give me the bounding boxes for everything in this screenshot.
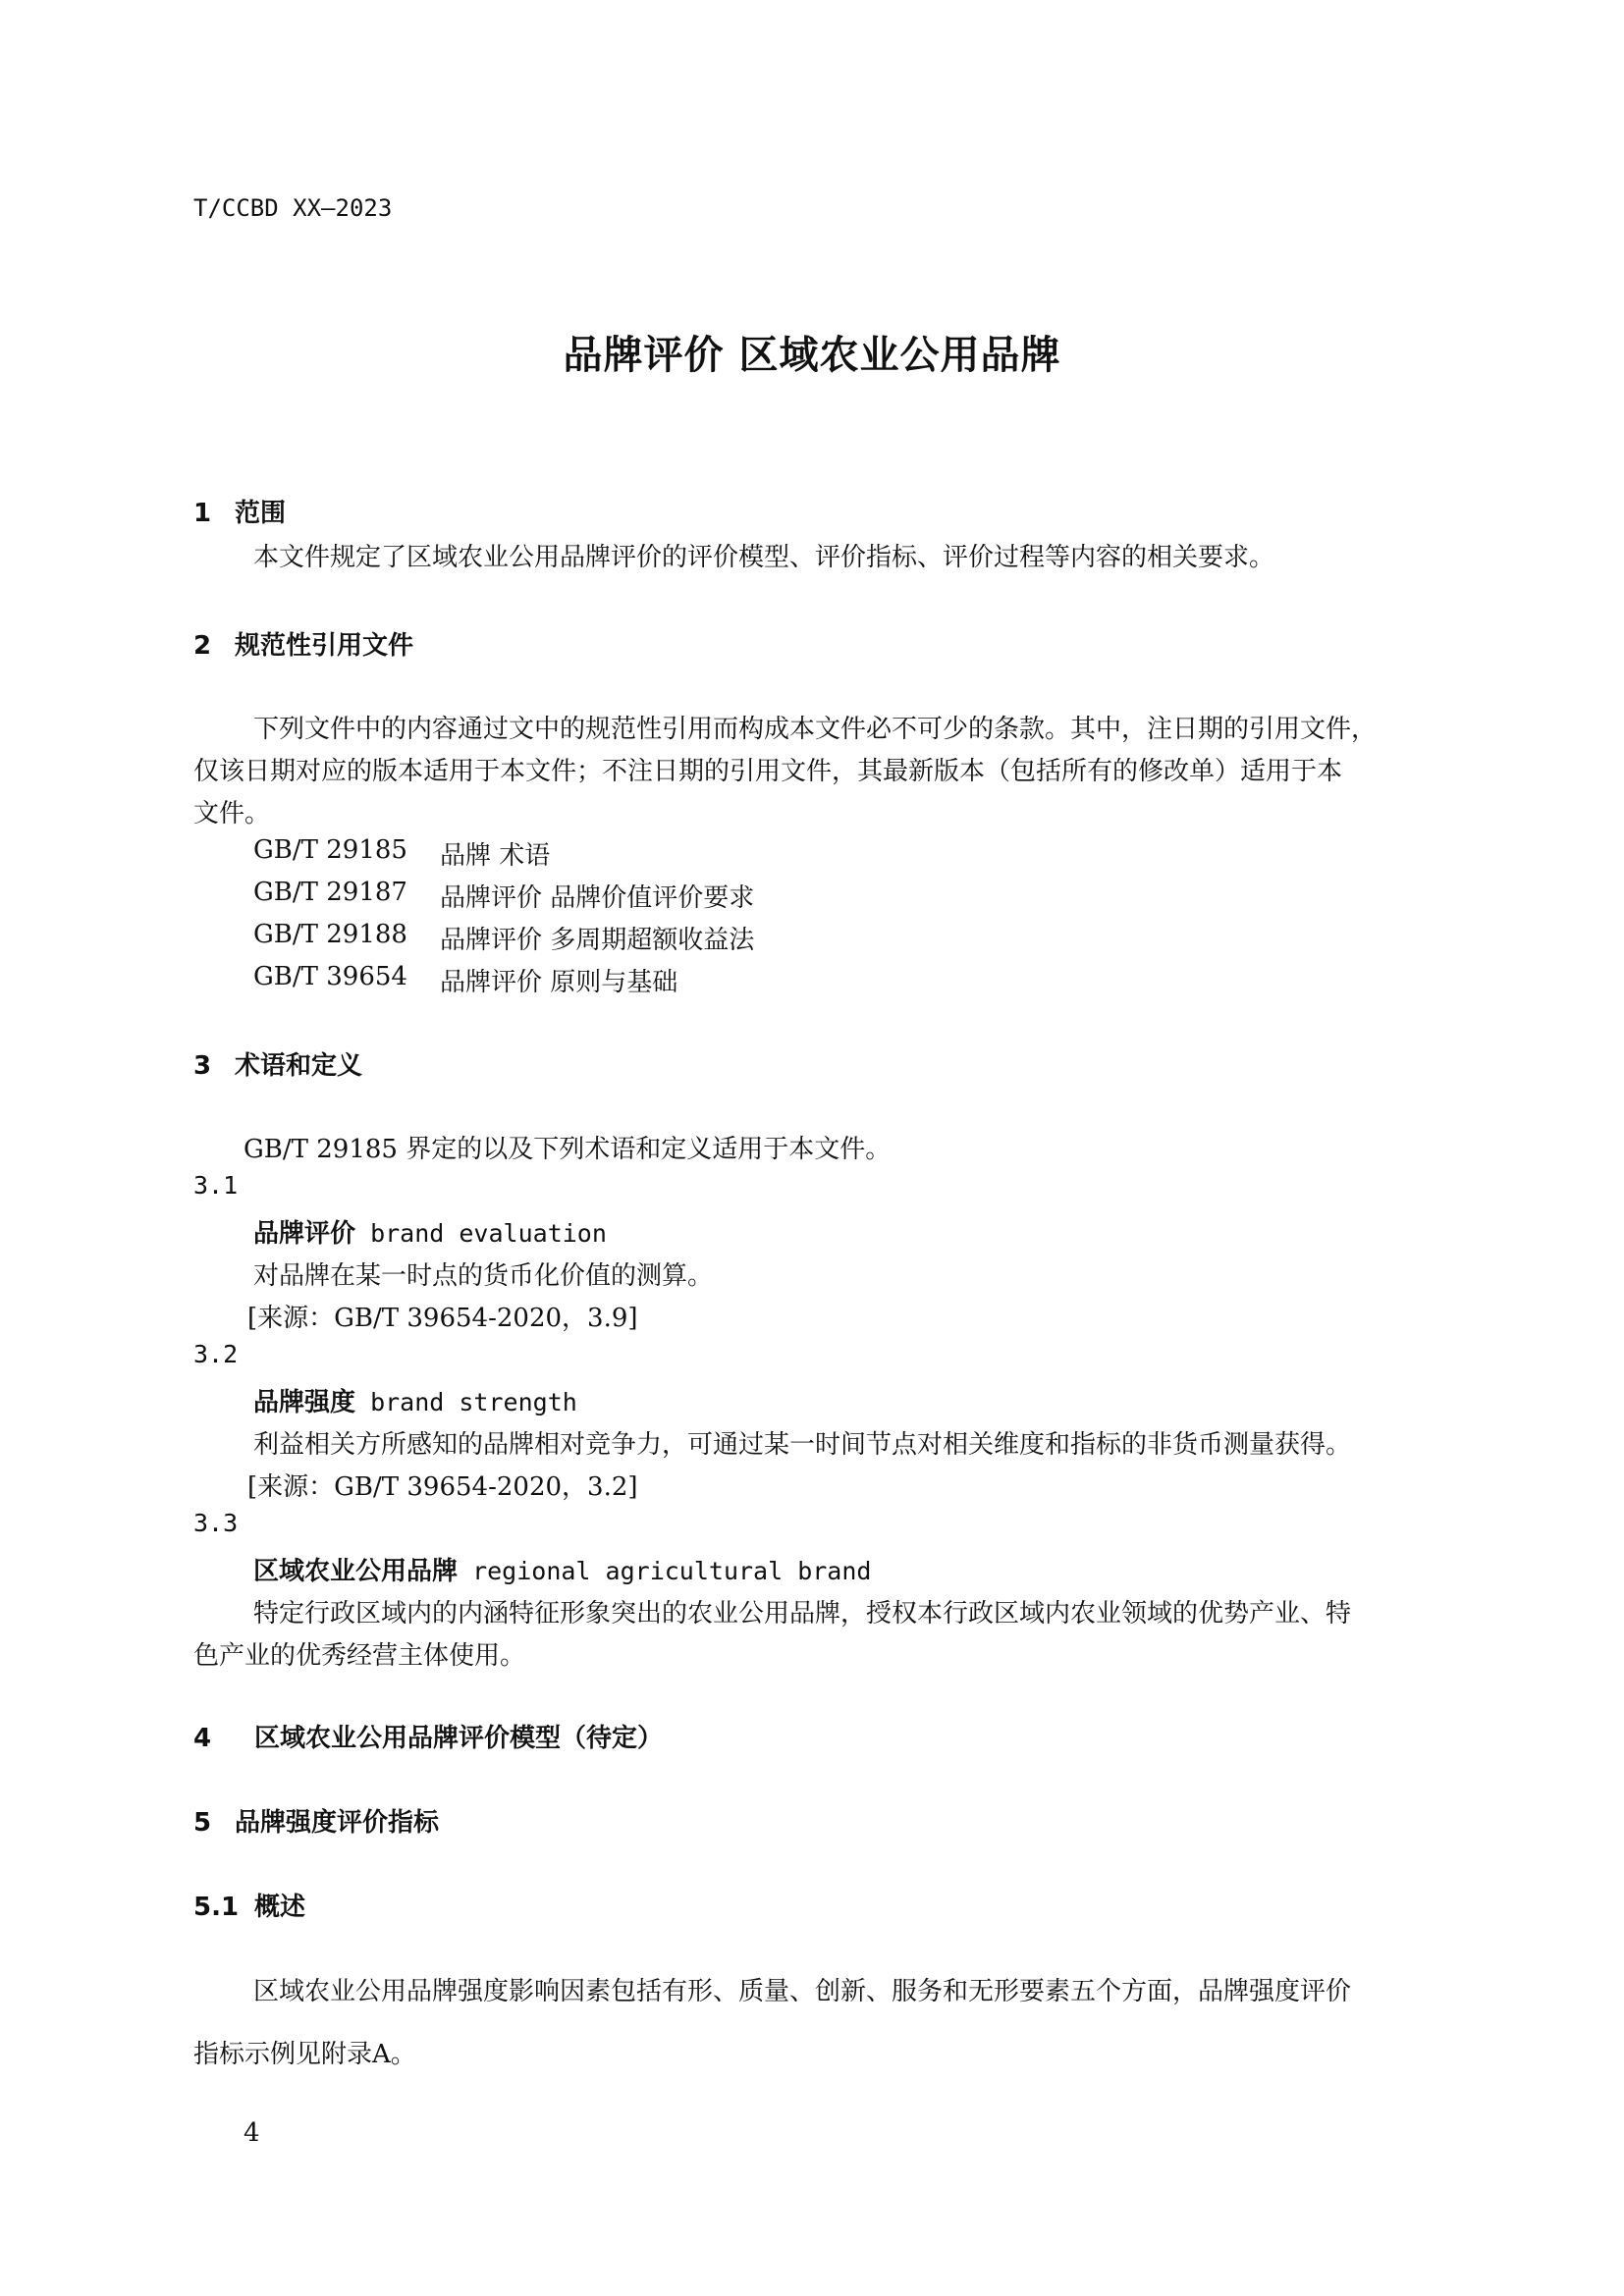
term-chinese: 品牌评价: [253, 1219, 356, 1249]
section-number: 2: [193, 631, 212, 661]
section-2-intro-line-3: 文件。: [193, 799, 271, 828]
reference-name: 品牌 术语: [440, 841, 551, 871]
term-english: brand evaluation: [370, 1219, 607, 1248]
reference-name: 品牌评价 品牌价值评价要求: [440, 883, 755, 913]
document-code: T/CCBD XX—2023: [193, 194, 393, 222]
term-definition-line-2: 色产业的优秀经营主体使用。: [193, 1641, 526, 1671]
section-title: 术语和定义: [235, 1051, 363, 1081]
section-2-intro-line-1: 下列文件中的内容通过文中的规范性引用而构成本文件必不可少的条款。其中，注日期的引用文件，: [253, 715, 1378, 744]
section-title: 品牌强度评价指标: [235, 1808, 440, 1838]
term-source: [来源：GB/T 39654-2020，3.2]: [247, 1472, 638, 1502]
section-2-heading: [193, 625, 413, 662]
term-number: 3.1: [193, 1171, 239, 1200]
term-number: 3.3: [193, 1509, 239, 1537]
section-2-intro-line-2: 仅该日期对应的版本适用于本文件；不注日期的引用文件，其最新版本（包括所有的修改单）适用于本: [193, 757, 1343, 786]
term-definition-line-1: 特定行政区域内的内涵特征形象突出的农业公用品牌，授权本行政区域内农业领域的优势产业、特: [253, 1599, 1352, 1629]
term-english: regional agricultural brand: [472, 1557, 872, 1585]
page-title: 品牌评价 区域农业公用品牌: [563, 333, 1061, 378]
section-title: 范围: [235, 499, 287, 528]
reference-code: GB/T 29188: [253, 920, 407, 949]
reference-code: GB/T 39654: [253, 962, 407, 991]
term-heading: [253, 1213, 607, 1250]
term-heading: [253, 1382, 577, 1418]
section-number: 5.1: [193, 1893, 240, 1922]
term-heading: [253, 1551, 871, 1587]
normative-reference: [253, 878, 754, 914]
term-chinese: 品牌强度: [253, 1388, 356, 1417]
section-number: 3: [193, 1051, 212, 1081]
section-1-heading: [193, 493, 286, 529]
section-title: 区域农业公用品牌评价模型（待定）: [254, 1724, 664, 1753]
normative-reference: [253, 835, 550, 872]
term-chinese: 区域农业公用品牌: [253, 1557, 459, 1586]
reference-name: 品牌评价 多周期超额收益法: [440, 926, 755, 955]
page-number: 4: [244, 2118, 260, 2148]
section-number: 5: [193, 1808, 212, 1838]
term-source: [来源：GB/T 39654-2020，3.9]: [247, 1304, 638, 1333]
section-3-intro: GB/T 29185 界定的以及下列术语和定义适用于本文件。: [244, 1135, 892, 1164]
reference-name: 品牌评价 原则与基础: [440, 968, 678, 997]
section-3-heading: [193, 1045, 362, 1082]
section-5-heading: [193, 1802, 439, 1839]
normative-reference: [253, 920, 754, 956]
section-title: 规范性引用文件: [235, 631, 414, 661]
term-definition: 利益相关方所感知的品牌相对竞争力，可通过某一时间节点对相关维度和指标的非货币测量获得。: [253, 1430, 1352, 1460]
section-title: 概述: [254, 1893, 306, 1922]
term-number: 3.2: [193, 1340, 239, 1368]
section-number: 4: [193, 1724, 212, 1753]
term-definition: 对品牌在某一时点的货币化价值的测算。: [253, 1261, 714, 1291]
reference-code: GB/T 29187: [253, 878, 407, 907]
subsection-5-1-text-line-1: 区域农业公用品牌强度影响因素包括有形、质量、创新、服务和无形要素五个方面，品牌强度评价: [253, 1977, 1352, 2006]
section-1-text: 本文件规定了区域农业公用品牌评价的评价模型、评价指标、评价过程等内容的相关要求。: [253, 543, 1275, 572]
section-4-heading: [193, 1718, 663, 1754]
term-english: brand strength: [370, 1388, 577, 1416]
section-number: 1: [193, 499, 212, 528]
reference-code: GB/T 29185: [253, 835, 407, 865]
normative-reference: [253, 962, 677, 998]
subsection-5-1-heading: [193, 1887, 305, 1923]
subsection-5-1-text-line-2: 指标示例见附录A。: [193, 2040, 416, 2069]
